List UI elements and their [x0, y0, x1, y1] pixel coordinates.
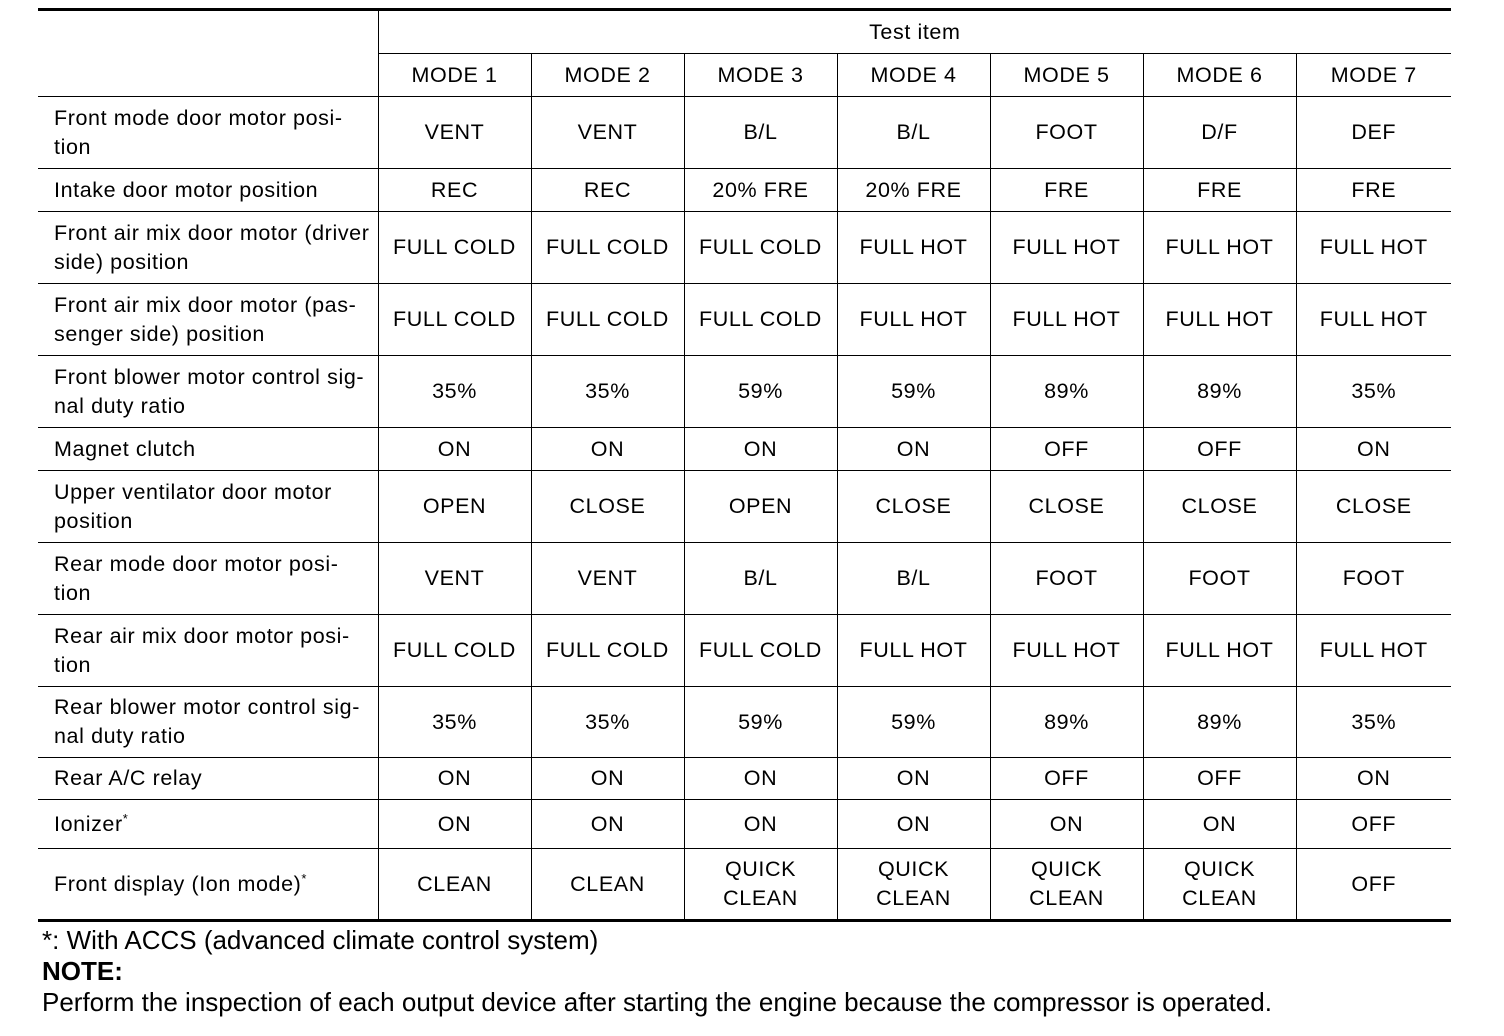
row-label: [38, 428, 378, 471]
mode-header: MODE 4: [837, 54, 990, 97]
row-label: [38, 687, 378, 758]
table-cell: CLOSE: [1296, 471, 1451, 543]
table-cell: QUICK CLEAN: [990, 849, 1143, 921]
table-cell: ON: [378, 800, 531, 849]
table-cell: ON: [1296, 428, 1451, 471]
table-cell: CLEAN: [531, 849, 684, 921]
table-cell: B/L: [837, 97, 990, 169]
row-label-text: Front air mix door motor (driver side) position: [54, 220, 370, 274]
table-cell: FOOT: [1296, 543, 1451, 615]
table-cell: VENT: [378, 543, 531, 615]
table-cell: 59%: [837, 687, 990, 758]
row-label-text: Magnet clutch: [54, 436, 196, 461]
table-cell: VENT: [531, 543, 684, 615]
table-cell: D/F: [1143, 97, 1296, 169]
table-cell: OFF: [990, 758, 1143, 800]
table-cell: CLEAN: [378, 849, 531, 921]
table-cell: OFF: [1143, 428, 1296, 471]
table-cell: OFF: [1296, 800, 1451, 849]
table-row: [38, 428, 1451, 471]
table-row: [38, 97, 1451, 169]
table-cell: ON: [684, 758, 837, 800]
table-cell: FULL COLD: [684, 284, 837, 356]
row-label: [38, 758, 378, 800]
table-cell: B/L: [684, 97, 837, 169]
table-cell: 35%: [531, 687, 684, 758]
table-cell: ON: [1143, 800, 1296, 849]
table-cell: FULL COLD: [684, 615, 837, 687]
table-cell: FULL HOT: [837, 615, 990, 687]
table-cell: OFF: [990, 428, 1143, 471]
table-cell: 35%: [1296, 356, 1451, 428]
footnote-marker: *: [122, 810, 129, 826]
table-cell: 59%: [684, 356, 837, 428]
table-cell: FOOT: [1143, 543, 1296, 615]
row-label-text: Upper ventilator door motor position: [54, 479, 332, 533]
table-row: [38, 169, 1451, 212]
table-row: [38, 356, 1451, 428]
table-cell: 35%: [1296, 687, 1451, 758]
note-title: NOTE:: [42, 956, 123, 986]
table-cell: ON: [837, 428, 990, 471]
table-row: [38, 687, 1451, 758]
table-cell: FULL HOT: [1143, 284, 1296, 356]
row-label: [38, 169, 378, 212]
table-cell: FULL HOT: [990, 284, 1143, 356]
table-row: [38, 849, 1451, 921]
row-label: [38, 97, 378, 169]
row-label-text: Front mode door motor posi- tion: [54, 105, 343, 159]
table-row: [38, 284, 1451, 356]
row-label: [38, 356, 378, 428]
table-cell: 59%: [837, 356, 990, 428]
table-cell: FRE: [1143, 169, 1296, 212]
row-label-text: Rear A/C relay: [54, 766, 203, 790]
note-text: Perform the inspection of each output device after starting the engine because the compressor is operated.: [42, 987, 1272, 1017]
table-cell: OFF: [1143, 758, 1296, 800]
table-row: [38, 543, 1451, 615]
table-cell: 89%: [1143, 687, 1296, 758]
table-cell: ON: [684, 428, 837, 471]
table-cell: 20% FRE: [837, 169, 990, 212]
table-cell: FULL HOT: [1296, 615, 1451, 687]
table-row: [38, 758, 1451, 800]
table-cell: FULL HOT: [1143, 212, 1296, 284]
footnote: *: With ACCS (advanced climate control system): [42, 925, 599, 955]
table-cell: FULL COLD: [531, 615, 684, 687]
mode-header: MODE 2: [531, 54, 684, 97]
table-cell: ON: [837, 800, 990, 849]
mode-header: MODE 3: [684, 54, 837, 97]
table-cell: 89%: [1143, 356, 1296, 428]
table-cell: REC: [378, 169, 531, 212]
table-cell: FULL COLD: [378, 615, 531, 687]
table-cell: 59%: [684, 687, 837, 758]
table-cell: FULL HOT: [1296, 212, 1451, 284]
table-row: [38, 615, 1451, 687]
table-cell: FULL HOT: [990, 212, 1143, 284]
row-label: [38, 471, 378, 543]
row-label-text: Front air mix door motor (pas- senger side) position: [54, 292, 357, 346]
table-cell: 89%: [990, 687, 1143, 758]
table-cell: OPEN: [684, 471, 837, 543]
footnote-marker: *: [301, 870, 308, 886]
table-cell: FULL HOT: [837, 284, 990, 356]
table-cell: FRE: [1296, 169, 1451, 212]
row-label: [38, 284, 378, 356]
test-item-header: Test item: [378, 10, 1451, 54]
table-cell: REC: [531, 169, 684, 212]
table-row: [38, 212, 1451, 284]
table-cell: FULL HOT: [1143, 615, 1296, 687]
table-cell: FULL HOT: [1296, 284, 1451, 356]
table-cell: CLOSE: [837, 471, 990, 543]
table-cell: OPEN: [378, 471, 531, 543]
table-cell: OFF: [1296, 849, 1451, 921]
table-cell: 35%: [378, 356, 531, 428]
table-cell: B/L: [684, 543, 837, 615]
table-cell: CLOSE: [990, 471, 1143, 543]
mode-header: MODE 7: [1296, 54, 1451, 97]
table-cell: ON: [531, 758, 684, 800]
table-cell: QUICK CLEAN: [684, 849, 837, 921]
row-label-text: Intake door motor position: [54, 177, 319, 202]
table-cell: CLOSE: [1143, 471, 1296, 543]
table-cell: FULL COLD: [531, 212, 684, 284]
row-label-text: Rear mode door motor posi- tion: [54, 551, 339, 605]
table-cell: QUICK CLEAN: [837, 849, 990, 921]
table-cell: ON: [378, 758, 531, 800]
table-cell: FULL COLD: [378, 212, 531, 284]
table-cell: FULL COLD: [378, 284, 531, 356]
row-label: [38, 615, 378, 687]
table-cell: CLOSE: [531, 471, 684, 543]
table-cell: FULL COLD: [684, 212, 837, 284]
table-cell: ON: [684, 800, 837, 849]
table-cell: FOOT: [990, 97, 1143, 169]
table-cell: DEF: [1296, 97, 1451, 169]
table-body: [38, 97, 1451, 921]
row-label-text: Ionizer: [54, 811, 123, 836]
table-cell: FULL HOT: [837, 212, 990, 284]
table-cell: FOOT: [990, 543, 1143, 615]
table-cell: 35%: [378, 687, 531, 758]
table-cell: VENT: [378, 97, 531, 169]
table-cell: ON: [531, 800, 684, 849]
row-label: [38, 543, 378, 615]
row-label-text: Front blower motor control sig- nal duty ratio: [54, 364, 365, 418]
table-cell: B/L: [837, 543, 990, 615]
corner-cell: [38, 10, 378, 97]
table-cell: ON: [990, 800, 1143, 849]
table-cell: ON: [378, 428, 531, 471]
table-cell: ON: [1296, 758, 1451, 800]
test-item-table: [38, 8, 1451, 922]
table-cell: ON: [531, 428, 684, 471]
table-row: [38, 471, 1451, 543]
table-cell: 20% FRE: [684, 169, 837, 212]
table-cell: VENT: [531, 97, 684, 169]
mode-header: MODE 5: [990, 54, 1143, 97]
row-label: [38, 849, 378, 921]
mode-header: MODE 6: [1143, 54, 1296, 97]
table-cell: 35%: [531, 356, 684, 428]
footer: [42, 925, 1272, 1018]
table-cell: FRE: [990, 169, 1143, 212]
table-cell: ON: [837, 758, 990, 800]
table-row: [38, 800, 1451, 849]
table-cell: QUICK CLEAN: [1143, 849, 1296, 921]
row-label-text: Rear air mix door motor posi- tion: [54, 623, 350, 677]
row-label-text: Front display (Ion mode): [54, 871, 302, 896]
table-cell: FULL COLD: [531, 284, 684, 356]
row-label: [38, 212, 378, 284]
table-cell: 89%: [990, 356, 1143, 428]
mode-header: MODE 1: [378, 54, 531, 97]
table-cell: FULL HOT: [990, 615, 1143, 687]
row-label: [38, 800, 378, 849]
row-label-text: Rear blower motor control sig- nal duty ratio: [54, 695, 360, 748]
